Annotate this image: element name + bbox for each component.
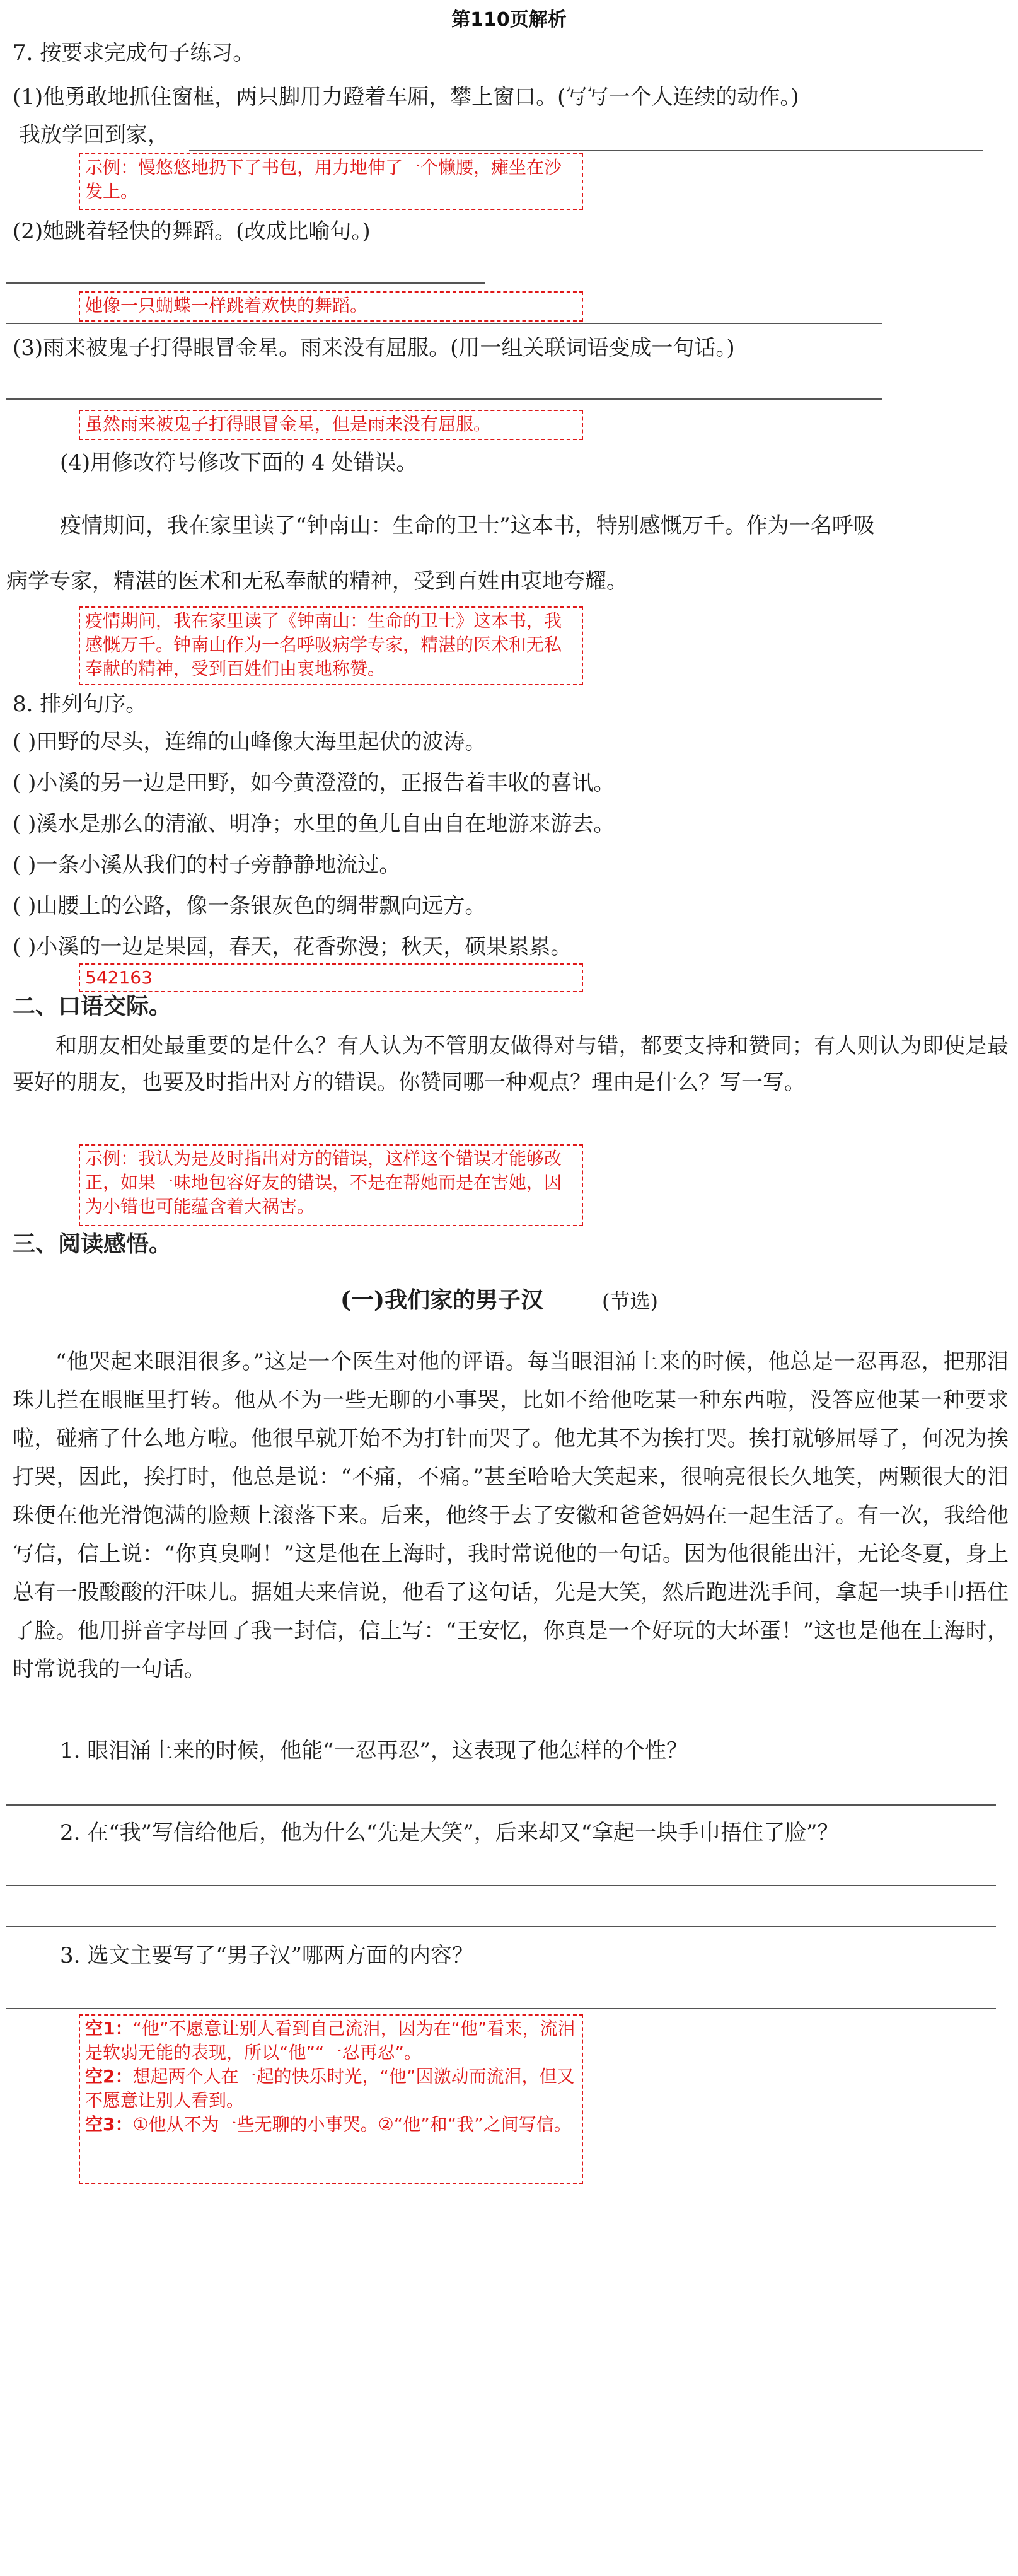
q7-s1-prompt: (1)他勇敢地抓住窗框，两只脚用力蹬着车厢，攀上窗口。(写写一个人连续的动作。) [13,84,799,110]
section2-heading: 二、口语交际。 [13,994,172,1019]
q7-s1-answer: 示例：慢悠悠地扔下了书包，用力地伸了一个懒腰，瘫坐在沙发上。 [79,153,583,210]
q8-item: ( )田野的尽头，连绵的山峰像大海里起伏的波涛。 [13,729,487,755]
q7-heading: 7. 按要求完成句子练习。 [13,40,255,66]
answer-line [6,1804,996,1806]
answer-line [6,2008,996,2009]
reading-q3: 3. 选文主要写了“男子汉”哪两方面的内容？ [60,1943,474,1968]
answer-line [6,1885,996,1886]
answer-line [189,150,983,151]
q7-s3-prompt: (3)雨来被鬼子打得眼冒金星。雨来没有屈服。(用一组关联词语变成一句话。) [13,335,735,361]
ans3-text: ①他从不为一些无聊的小事哭。②“他”和“我”之间写信。 [132,2114,572,2135]
reading-q1: 1. 眼泪涌上来的时候，他能“一忍再忍”，这表现了他怎样的个性？ [60,1738,688,1763]
q8-item: ( )小溪的另一边是田野，如今黄澄澄的，正报告着丰收的喜讯。 [13,770,615,796]
q8-item: ( )山腰上的公路，像一条银灰色的绸带飘向远方。 [13,893,487,919]
ans3-label: 空3： [85,2114,133,2135]
reading-q2: 2. 在“我”写信给他后，他为什么“先是大笑”，后来却又“拿起一块手巾捂住了脸”？ [60,1820,839,1845]
ans2-label: 空2： [85,2066,133,2087]
reading-answers [79,2014,583,2184]
ans2-text: 想起两个人在一起的快乐时光，“他”因激动而流泪，但又不愿意让别人看到。 [85,2066,575,2111]
page-title: 第110页解析 [451,9,567,31]
section3-heading: 三、阅读感悟。 [13,1231,172,1257]
answer-line [6,282,485,284]
q7-s4-text-line2: 病学专家，精湛的医术和无私奉献的精神，受到百姓由衷地夸耀。 [6,569,628,594]
passage-note: (节选) [602,1289,658,1313]
q7-s4-answer: 疫情期间，我在家里读了《钟南山：生命的卫士》这本书，我感慨万千。钟南山作为一名呼吸病学专家，精湛的医术和无私奉献的精神，受到百姓们由衷地称赞。 [79,606,583,685]
q7-s4-text-line1: 疫情期间，我在家里读了“钟南山：生命的卫士”这本书，特别感慨万千。作为一名呼吸 [60,513,875,538]
answer-line [6,398,882,400]
q7-s2-prompt: (2)她跳着轻快的舞蹈。(改成比喻句。) [13,219,371,244]
q8-heading: 8. 排列句序。 [13,692,147,717]
ans1-text: “他”不愿意让别人看到自己流泪，因为在“他”看来，流泪是软弱无能的表现，所以“他”“一忍再忍”。 [85,2018,576,2063]
q8-answer: 542163 [79,963,583,992]
passage-title: (一)我们家的男子汉 [340,1287,544,1313]
ans1-label: 空1： [85,2018,133,2039]
passage-text: “他哭起来眼泪很多。”这是一个医生对他的评语。每当眼泪涌上来的时候，他总是一忍再忍，把那泪珠儿拦在眼眶里打转。他从不为一些无聊的小事哭，比如不给他吃某一种东西啦，没答应他某一种要求啦，碰痛了什么地方啦。他很早就开始不为打针而哭了。他尤其不为挨打哭。挨打就够屈辱了，何况为挨打哭，因此，挨打时，他总是说：“不痛，不痛。”甚至哈哈大笑起来，很响亮很长久地笑，两颗很大的泪珠便在他光滑饱满的脸颊上滚落下来。后来，他终于去了安徽和爸爸妈妈在一起生活了。有一次，我给他写信，信上说：“你真臭啊！”这是他在上海时，我时常说他的一句话。因为他很能出汗，无论冬夏，身上总有一股酸酸的汗味儿。据姐夫来信说，他看了这句话，先是大笑，然后跑进洗手间，拿起一块手巾捂住了脸。他用拼音字母回了我一封信，信上写：“王安忆，你真是一个好玩的大坏蛋！”这也是他在上海时，时常说我的一句话。 [13,1349,1009,1682]
q7-s3-answer: 虽然雨来被鬼子打得眼冒金星，但是雨来没有屈服。 [79,410,583,440]
q7-s4-prompt: (4)用修改符号修改下面的 4 处错误。 [60,450,418,475]
answer-line [6,323,882,324]
q8-item: ( )一条小溪从我们的村子旁静静地流过。 [13,852,401,878]
q8-item: ( )溪水是那么的清澈、明净；水里的鱼儿自由自在地游来游去。 [13,811,615,837]
section2-text: 和朋友相处最重要的是什么？有人认为不管朋友做得对与错，都要支持和赞同；有人则认为即使是最要好的朋友，也要及时指出对方的错误。你赞同哪一种观点？理由是什么？写一写。 [13,1033,1009,1095]
q7-s2-answer: 她像一只蝴蝶一样跳着欢快的舞蹈。 [79,291,583,322]
answer-line [6,1926,996,1927]
q8-item: ( )小溪的一边是果园，春天，花香弥漫；秋天，硕果累累。 [13,934,572,960]
section2-answer: 示例：我认为是及时指出对方的错误，这样这个错误才能够改正，如果一味地包容好友的错误，不是在帮她而是在害她，因为小错也可能蕴含着大祸害。 [79,1144,583,1226]
q7-s1-start: 我放学回到家， [19,122,169,148]
